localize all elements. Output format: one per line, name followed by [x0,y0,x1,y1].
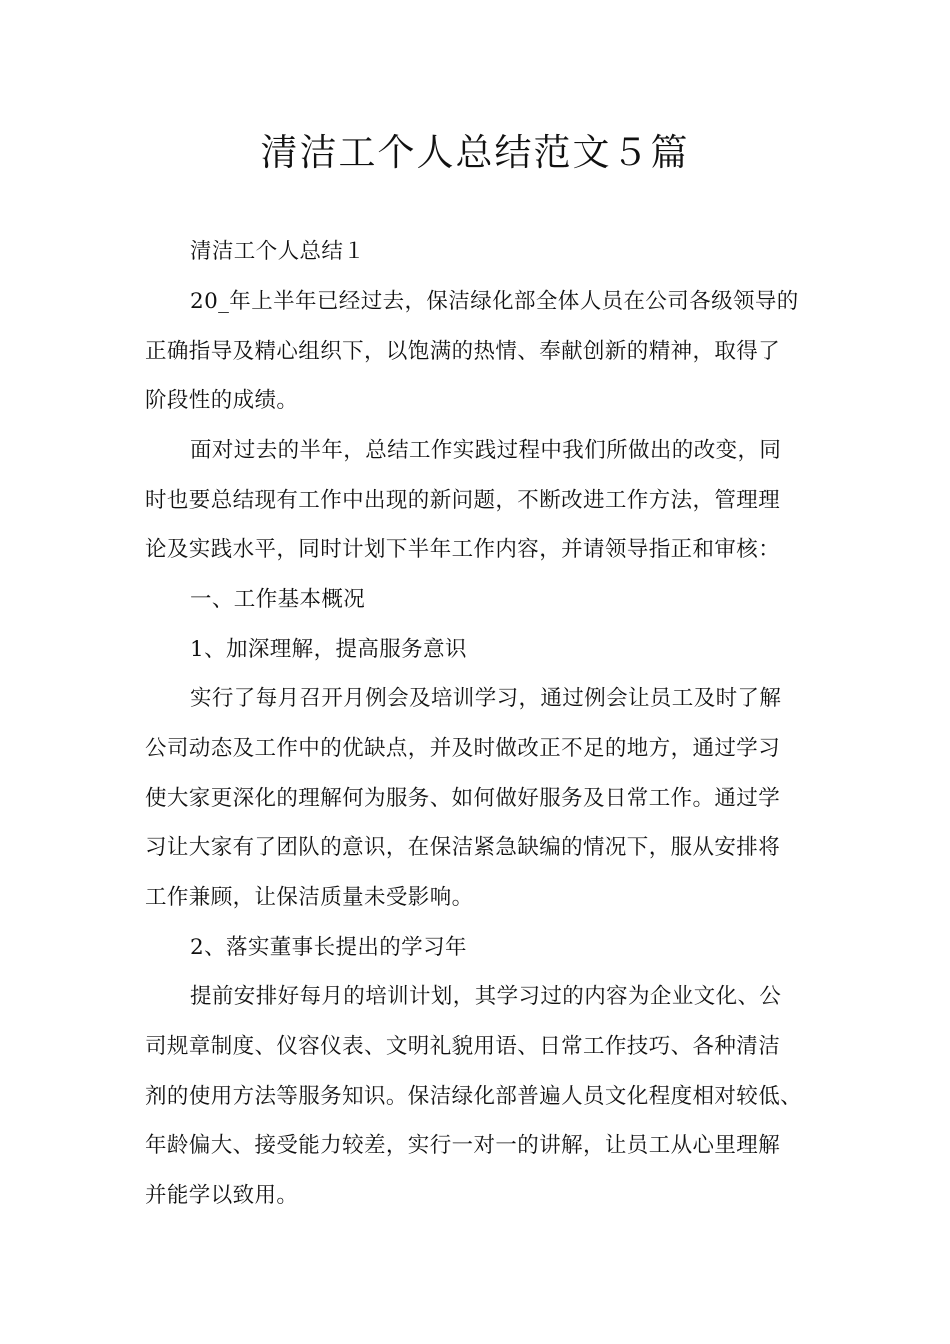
paragraph-line: 年龄偏大、接受能力较差，实行一对一的讲解，让员工从心里理解 [145,1133,781,1158]
paragraph-line: 工作兼顾，让保洁质量未受影响。 [145,885,474,910]
paragraph-line: 公司动态及工作中的优缺点，并及时做改正不足的地方，通过学习 [145,736,781,761]
subsection-heading: 1、加深理解，提高服务意识 [190,637,467,662]
paragraph-line: 并能学以致用。 [145,1183,299,1208]
document-title: 清洁工个人总结范文５篇 [260,131,690,174]
section-heading: 清洁工个人总结１ [190,239,366,264]
paragraph-line: 实行了每月召开月例会及培训学习，通过例会让员工及时了解 [190,686,782,711]
section-heading: 一、工作基本概况 [190,587,366,612]
paragraph-line: 正确指导及精心组织下，以饱满的热情、奉献创新的精神，取得了 [145,339,781,364]
paragraph-line: 提前安排好每月的培训计划，其学习过的内容为企业文化、公 [190,984,782,1009]
paragraph-line: 使大家更深化的理解何为服务、如何做好服务及日常工作。通过学 [145,786,781,811]
paragraph-line: 习让大家有了团队的意识，在保洁紧急缺编的情况下，服从安排将 [145,835,781,860]
subsection-heading: 2、落实董事长提出的学习年 [190,935,467,960]
paragraph-line: 时也要总结现有工作中出现的新问题，不断改进工作方法，管理理 [145,488,781,513]
paragraph-line: 面对过去的半年，总结工作实践过程中我们所做出的改变，同 [190,438,782,463]
paragraph-line: 阶段性的成绩。 [145,388,299,413]
paragraph-line: 司规章制度、仪容仪表、文明礼貌用语、日常工作技巧、各种清洁 [145,1034,781,1059]
paragraph-line: 剂的使用方法等服务知识。保洁绿化部普遍人员文化程度相对较低、 [145,1084,803,1109]
paragraph-line: 论及实践水平，同时计划下半年工作内容，并请领导指正和审核： [145,537,781,562]
paragraph-line: 20_年上半年已经过去，保洁绿化部全体人员在公司各级领导的 [190,289,799,314]
